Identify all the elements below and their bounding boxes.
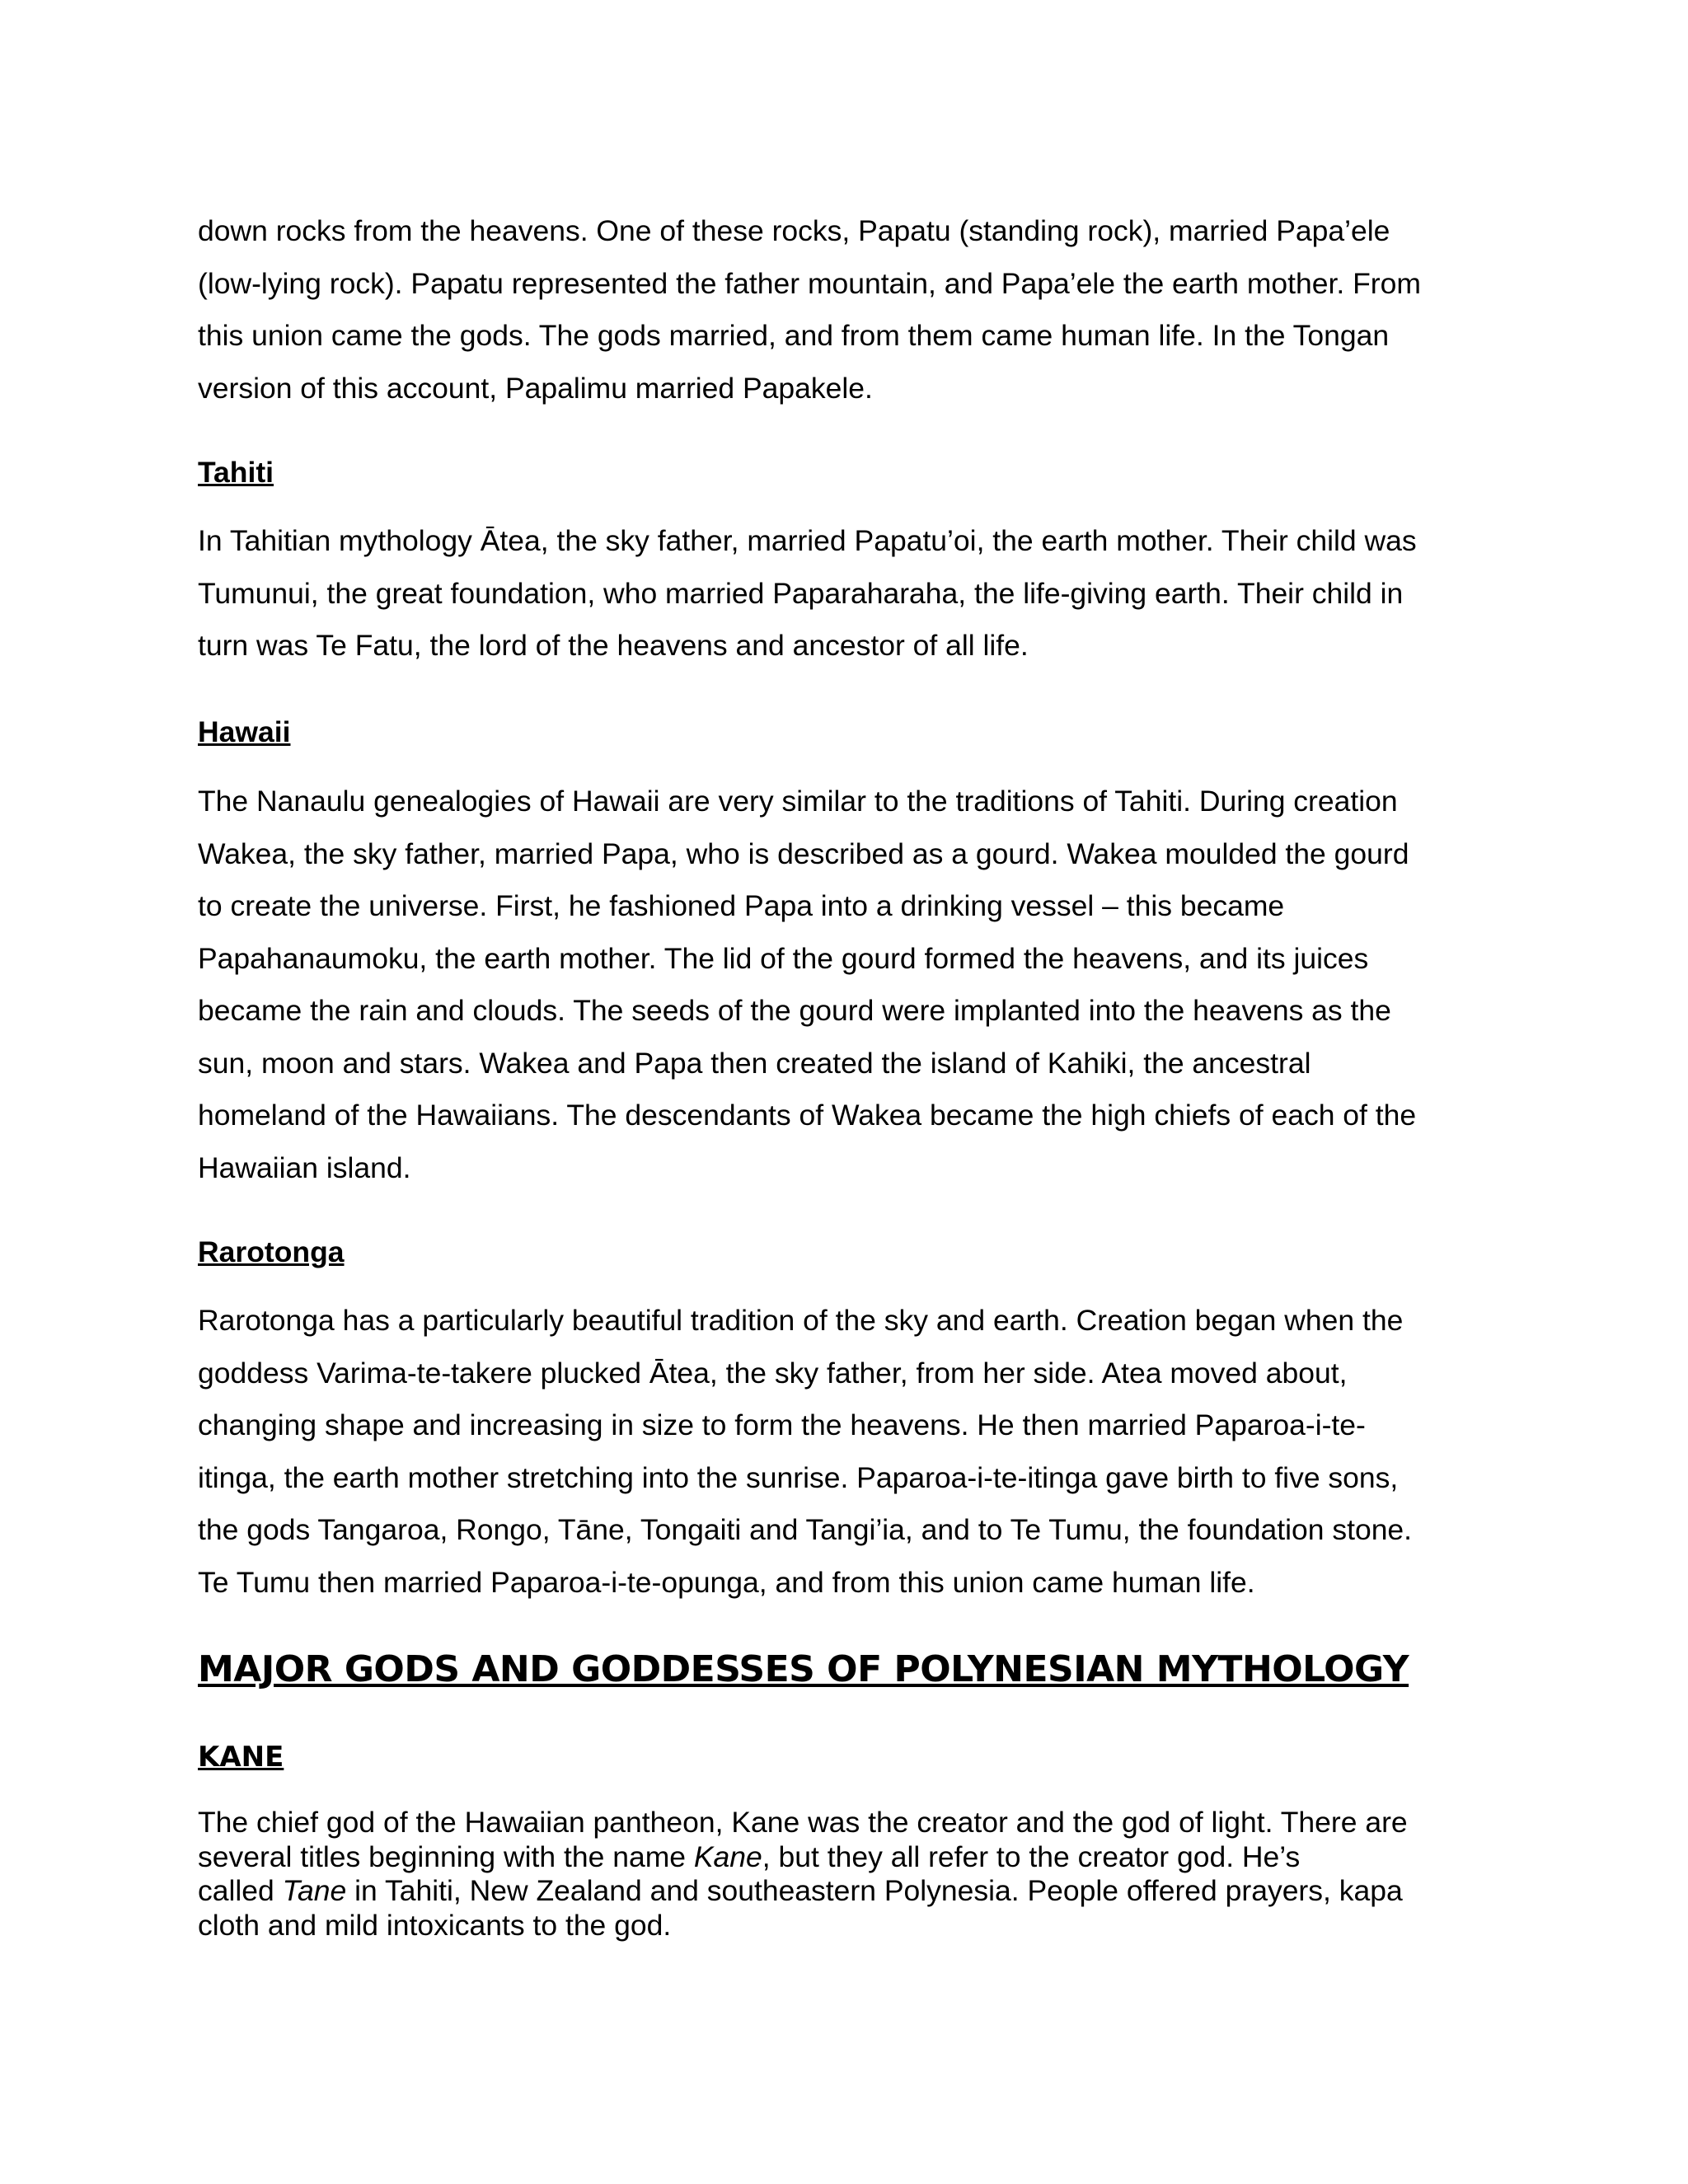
section-heading-tahiti: Tahiti <box>198 456 274 489</box>
paragraph-line <box>198 1840 1492 1875</box>
italic-term: Kane <box>693 1840 762 1873</box>
text-run: several titles beginning with the name <box>198 1840 694 1873</box>
paragraph-line: became the rain and clouds. The seeds of the gourd were implanted into the heavens as the <box>198 994 1391 1027</box>
hawaii-paragraph <box>198 776 1492 1194</box>
paragraph-line: Te Tumu then married Paparoa-i-te-opunga, and from this union came human life. <box>198 1565 1255 1599</box>
paragraph-line: sun, moon and stars. Wakea and Papa then created the island of Kahiki, the ancestral <box>198 1046 1311 1080</box>
section-heading-rarotonga: Rarotonga <box>198 1235 345 1268</box>
italic-term: Tane <box>282 1874 347 1907</box>
paragraph-line: version of this account, Papalimu married Papakele. <box>198 371 873 405</box>
text-run: called <box>198 1874 283 1907</box>
paragraph-line: this union came the gods. The gods married, and from them came human life. In the Tongan <box>198 319 1390 352</box>
paragraph-line: itinga, the earth mother stretching into the sunrise. Paparoa-i-te-itinga gave birth to five sons, <box>198 1460 1399 1494</box>
tahiti-paragraph <box>198 515 1492 673</box>
paragraph-line: The Nanaulu genealogies of Hawaii are very similar to the traditions of Tahiti. During creation <box>198 785 1398 818</box>
text-run: , but they all refer to the creator god. He’s <box>762 1840 1301 1873</box>
paragraph-line: to create the universe. First, he fashioned Papa into a drinking vessel – this became <box>198 889 1285 922</box>
text-run: in Tahiti, New Zealand and southeastern Polynesia. People offered prayers, kapa <box>346 1874 1403 1907</box>
paragraph-line: cloth and mild intoxicants to the god. <box>198 1908 672 1942</box>
paragraph-line: Wakea, the sky father, married Papa, who is described as a gourd. Wakea moulded the gourd <box>198 837 1409 870</box>
paragraph-line: Rarotonga has a particularly beautiful tradition of the sky and earth. Creation began when the <box>198 1304 1404 1337</box>
paragraph-line: Papahanaumoku, the earth mother. The lid of the gourd formed the heavens, and its juices <box>198 941 1369 975</box>
paragraph-line: goddess Varima-te-takere plucked Ātea, the sky father, from her side. Atea moved about, <box>198 1356 1348 1390</box>
kane-paragraph <box>198 1806 1492 1943</box>
major-section-heading: MAJOR GODS AND GODDESSES OF POLYNESIAN MYTHOLOGY <box>198 1648 1409 1690</box>
paragraph-line: The chief god of the Hawaiian pantheon, Kane was the creator and the god of light. There are <box>198 1806 1408 1839</box>
paragraph-line: Tumunui, the great foundation, who married Paparaharaha, the life-giving earth. Their child in <box>198 576 1404 610</box>
paragraph-line: down rocks from the heavens. One of these rocks, Papatu (standing rock), married Papa’ele <box>198 214 1390 247</box>
paragraph-line: the gods Tangaroa, Rongo, Tāne, Tongaiti and Tangi’ia, and to Te Tumu, the foundation stone. <box>198 1513 1413 1546</box>
paragraph-line: Hawaiian island. <box>198 1151 411 1184</box>
section-heading-kane: KANE <box>198 1741 284 1774</box>
paragraph-line: In Tahitian mythology Ātea, the sky father, married Papatu’oi, the earth mother. Their child was <box>198 524 1417 557</box>
paragraph-line: turn was Te Fatu, the lord of the heavens and ancestor of all life. <box>198 629 1029 662</box>
paragraph-line: changing shape and increasing in size to form the heavens. He then married Paparoa-i-te- <box>198 1408 1366 1441</box>
paragraph-line <box>198 1874 1492 1909</box>
paragraph-line: (low-lying rock). Papatu represented the father mountain, and Papa’ele the earth mother. From <box>198 266 1421 300</box>
paragraph-line: homeland of the Hawaiians. The descendants of Wakea became the high chiefs of each of the <box>198 1099 1417 1132</box>
section-heading-hawaii: Hawaii <box>198 715 291 748</box>
intro-paragraph <box>198 205 1492 415</box>
rarotonga-paragraph <box>198 1295 1492 1609</box>
